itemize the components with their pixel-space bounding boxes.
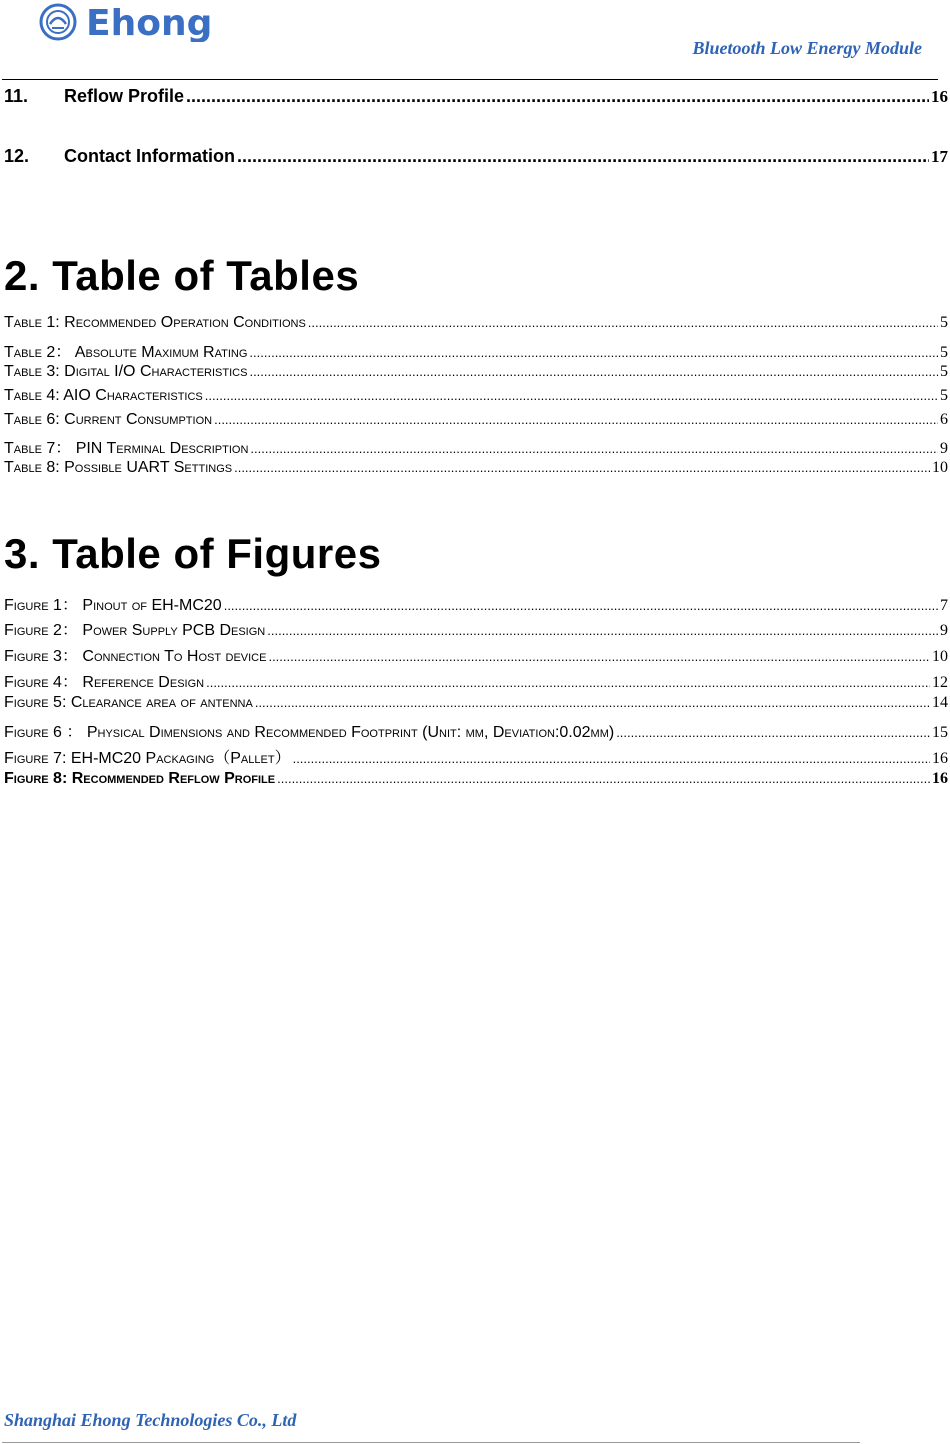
item-label: Table 8: Possible UART Settings	[4, 459, 233, 476]
toc-number: 12.	[4, 146, 30, 166]
item-label: Figure 7: EH-MC20 Packaging（Pallet）	[4, 750, 291, 767]
leader-dots	[277, 771, 930, 786]
leader-dots	[293, 751, 930, 766]
page-header	[0, 0, 950, 82]
item-page: 10	[932, 648, 948, 665]
item-page: 5	[940, 387, 948, 404]
item-label: Figure 2： Power Supply PCB Design	[4, 622, 266, 639]
leader-dots	[234, 460, 930, 475]
figure-list-item[interactable]	[4, 694, 948, 712]
table-list-item[interactable]	[4, 411, 948, 429]
item-label: Table 7： PIN Terminal Description	[4, 440, 249, 457]
module-title: Bluetooth Low Energy Module	[692, 38, 922, 58]
leader-dots	[205, 388, 938, 403]
figure-list-item[interactable]	[4, 643, 948, 666]
item-label: Figure 4： Reference Design	[4, 674, 205, 691]
leader-dots	[214, 412, 938, 427]
figure-list-item[interactable]	[4, 617, 948, 640]
figure-list-item[interactable]	[4, 669, 948, 692]
table-list-item[interactable]	[4, 339, 948, 362]
item-page: 9	[940, 440, 948, 457]
leader-dots	[616, 725, 930, 740]
figure-list-item[interactable]	[4, 745, 948, 768]
item-label: Figure 3： Connection To Host device	[4, 648, 267, 665]
leader-dots	[249, 364, 938, 379]
item-page: 12	[932, 674, 948, 691]
figure-list-item[interactable]	[4, 592, 948, 615]
logo-wordmark: Ehong	[86, 3, 213, 42]
leader-dots	[186, 86, 929, 107]
item-label: Table 3: Digital I/O Characteristics	[4, 363, 248, 380]
item-page: 16	[932, 770, 948, 787]
header-divider	[2, 79, 938, 80]
item-page: 15	[932, 724, 948, 741]
item-label: Table 6: Current Consumption	[4, 411, 213, 428]
toc-title: Reflow Profile	[64, 86, 185, 106]
item-page: 5	[940, 344, 948, 361]
item-label: Figure 1： Pinout of EH-MC20	[4, 597, 222, 614]
item-label: Figure 8: Recommended Reflow Profile	[4, 770, 276, 787]
item-label: Table 1: Recommended Operation Conditions	[4, 314, 306, 331]
leader-dots	[206, 675, 930, 690]
item-page: 16	[932, 750, 948, 767]
footer-company: Shanghai Ehong Technologies Co., Ltd	[4, 1410, 297, 1430]
leader-dots	[268, 649, 930, 664]
tables-heading: 2. Table of Tables	[4, 252, 360, 299]
leader-dots	[250, 441, 938, 456]
item-page: 5	[940, 314, 948, 331]
table-list-item[interactable]	[4, 435, 948, 458]
item-page: 10	[932, 459, 948, 476]
table-list-item[interactable]	[4, 387, 948, 405]
leader-dots	[255, 695, 930, 710]
item-page: 5	[940, 363, 948, 380]
figure-list-item[interactable]	[4, 770, 948, 788]
item-label: Table 4: AIO Characteristics	[4, 387, 203, 404]
leader-dots	[267, 623, 938, 638]
toc-page: 17	[931, 147, 948, 166]
ehong-logo	[38, 2, 268, 42]
item-label: Figure 5: Clearance area of antenna	[4, 694, 253, 711]
logo-emblem-icon	[41, 5, 75, 39]
item-page: 7	[940, 597, 948, 614]
table-list-item[interactable]	[4, 363, 948, 381]
toc-entry-contact-information[interactable]	[4, 146, 948, 167]
figures-heading: 3. Table of Figures	[4, 530, 382, 577]
item-label: Figure 6 ： Physical Dimensions and Recommended Footprint (Unit: mm, Deviation:0.02mm)	[4, 724, 615, 741]
figure-list-item[interactable]	[4, 719, 948, 742]
item-page: 9	[940, 622, 948, 639]
table-list-item[interactable]	[4, 314, 948, 332]
toc-title: Contact Information	[64, 146, 235, 166]
item-label: Table 2： Absolute Maximum Rating	[4, 344, 248, 361]
leader-dots	[308, 315, 938, 330]
toc-number: 11.	[4, 86, 29, 106]
item-page: 14	[932, 694, 948, 711]
table-list-item[interactable]	[4, 459, 948, 477]
leader-dots	[224, 598, 938, 613]
toc-page: 16	[931, 87, 948, 106]
item-page: 6	[940, 411, 948, 428]
toc-entry-reflow-profile[interactable]	[4, 86, 948, 107]
leader-dots	[249, 345, 938, 360]
footer-divider	[2, 1442, 860, 1443]
leader-dots	[237, 146, 929, 167]
